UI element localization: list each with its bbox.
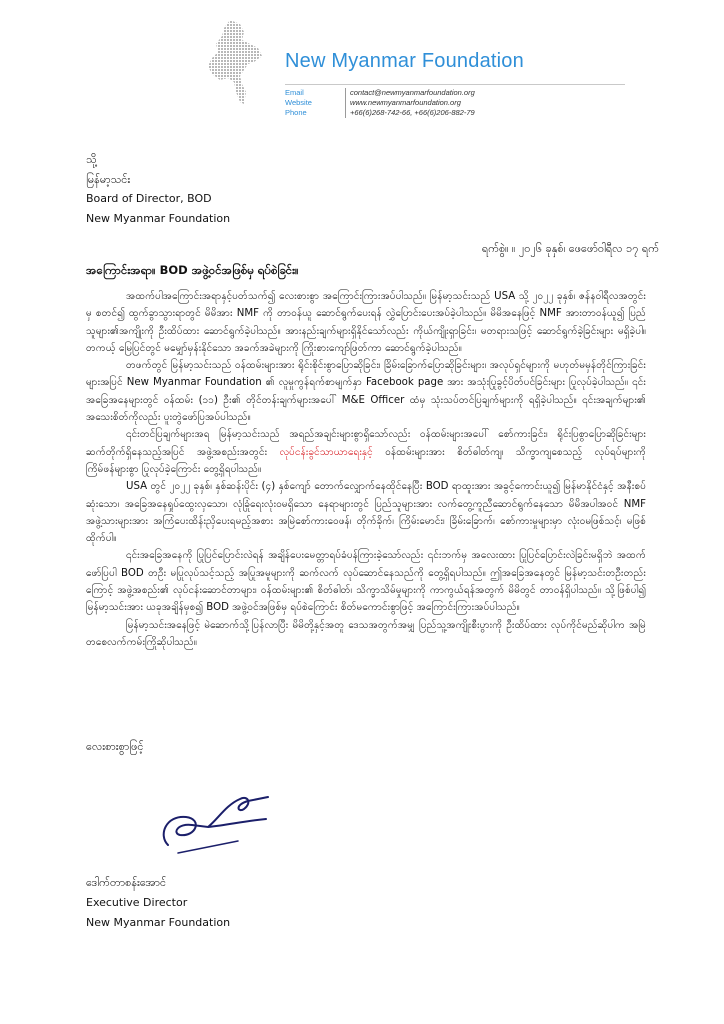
signer-org: New Myanmar Foundation (86, 916, 231, 929)
signer-title: Executive Director (86, 896, 188, 909)
contact-divider (345, 88, 346, 118)
paragraph-3 (86, 426, 646, 478)
signer-block (86, 873, 230, 933)
paragraph-3-after: ဝန်ထမ်းများအား စိတ်ဓါတ်ကျ၊ သိက္ခာကျစေသည့် လုပ်ရပ်များကို ကြိမ်ဖန်များစွာ ပြုလုပ်ခဲ့ကြောင်း တွေ့ရှိရပါသည်။ (86, 446, 646, 475)
letter-subject: အကြောင်းအရာ။ BOD အဖွဲ့ဝင်အဖြစ်မှ ရပ်စဲခြင်း။ (86, 263, 299, 277)
paragraph-6: မြန်မာ့သင်းအနေဖြင့် မဲဆောက်သို့ပြန်လာပြီး မိမိတို့နှင့်အတူ ဒေသအတွက်အမျှ ပြည်သူ့အကျိုးစီးပွားကို ဦးထိပ်ထား လုပ်ကိုင်မည်ဆိုပါက အမြဲတစေလက်ကမ်းကြိုဆိုပါသည်။ (86, 619, 646, 648)
highlighted-phrase: လုပ်ငန်းခွင်သာယာရေးနှင့် (279, 446, 373, 458)
paragraph-2: တဖက်တွင် မြန်မာ့သင်းသည် ဝန်ထမ်းများအား ရိုင်းစိုင်းစွာပြောဆိုခြင်း၊ ခြိမ်းခြောက်ပြောဆိုခြင်းများ၊ အလုပ်ရှင်များကို မဟုတ်မမှန်တိုင်ကြားခြင်းများအပြင် New Myanmar Foundation ၏ လူမှုကွန်ရက်စာမျက်နှာ Facebook page အား အသုံးပြုခွင့်ပိတ်ပင်ခြင်းများ ပြုလုပ်ခဲ့ပါသည်။ ၎င်းအခြေအနေများတွင် ဝန်ထမ်း (၁၁) ဦး၏ တိုင်တန်းချက်များအပေါ် M&E Officer ထံမှ သုံးသပ်တင်ပြချက်များကို ရရှိခဲ့ပါသည်။ ၎င်းအချက်များ၏ အသေးစိတ်ကိုလည်း ပူးတွဲဖော်ပြအပ်ပါသည်။ (86, 360, 646, 424)
email-label: Email (285, 88, 304, 97)
signature (148, 775, 298, 870)
myanmar-map-logo-icon (200, 18, 270, 108)
recipient-org: New Myanmar Foundation (86, 211, 231, 225)
recipient-to: သို့ (86, 153, 97, 166)
paragraph-5: ၎င်းအခြေအနေကို ပြုပြင်ပြောင်းလဲရန် အချိန်ပေးမေတ္တာရပ်ခံပန်ကြားခဲ့သော်လည်း ၎င်းဘက်မှ အလေးထား ပြုပြင်ပြောင်းလဲခြင်းမရှိဘဲ အထက်ဖော်ပြပါ BOD တဦး မပြုလုပ်သင့်သည့် အပြုအမူများကို ဆက်လက် လုပ်ဆောင်နေသည်ကို တွေ့ရှိရပါသည်။ ဤအခြေအနေတွင် မြန်မာ့သင်းတဦးတည်းကြောင့် အဖွဲ့အစည်း၏ လုပ်ငန်းဆောင်တာများ၊ ဝန်ထမ်းများ၏ စိတ်ဓါတ်၊ သိက္ခာသိမ်မှုများကို ကာကွယ်ရန်အတွက် မိမိတွင် တာဝန်ရှိပါသည်။ သို့ဖြစ်ပါ၍ မြန်မာ့သင်းအား ယခုအချိန်မှစ၍ BOD အဖွဲ့ဝင်အဖြစ်မှ ရပ်စဲကြောင်း စိတ်မကောင်းစွာဖြင့် အကြောင်းကြားအပ်ပါသည်။ (86, 550, 646, 614)
website-label: Website (285, 98, 312, 107)
closing: လေးစားစွာဖြင့် (86, 740, 144, 753)
recipient-name: မြန်မာ့သင်း (86, 172, 131, 186)
letterhead (0, 0, 724, 130)
signer-name: ဒေါက်တာစန်းအောင် (86, 876, 167, 889)
recipient-block (86, 150, 230, 228)
contact-labels (285, 88, 341, 118)
letter-date: ရက်စွဲ။ ။ ၂၀၂၆ ခုနှစ်၊ ဖေဖော်ဝါရီလ ၁၇ ရက် (481, 242, 659, 255)
org-name: New Myanmar Foundation (285, 50, 524, 72)
paragraph-4: USA တွင် ၂၀၂၂ ခုနှစ်၊ နှစ်ဆန်းပိုင်း (၄) နှစ်ကျော် တောက်လျှောက်နေထိုင်နေပြီး BOD ရာထူးအား အခွင့်ကောင်းယူ၍ မြန်မာနိုင်ငံနှင့် အနီးစပ်ဆုံးသော၊ အခြေအနေရှုပ်ထွေးလှသော၊ လုံခြုံရေးလုံးဝမရှိသော နေရာများတွင် ပြည်သူများအား လက်တွေ့ကူညီဆောင်ရွက်နေသော မိမိအပါအဝင် NMF အဖွဲ့သားများအား အကြံပေးထိန်းညှိပေးရမည့်အစား အမြဲစော်ကားဝေဖန်၊ တိုက်ခိုက်၊ ကြိမ်းမောင်း၊ ခြိမ်းခြောက်၊ စော်ကားမှုများမှာ လုံးဝမဖြစ်သင့်၊ မဖြစ်ထိုက်ပါ။ (86, 481, 646, 545)
phone-label: Phone (285, 108, 307, 117)
paragraph-3-before: ၎င်းတင်ပြချက်များအရ မြန်မာ့သင်းသည် အရည်အချင်းများစွာရှိသော်လည်း ဝန်ထမ်းများအပေါ် စော်ကားခြင်း၊ ရိုင်းပြစွာပြောဆိုခြင်းများ ဆက်တိုက်ရှိနေသည့်အပြင် အဖွဲ့အစည်းအတွင်း (86, 429, 646, 458)
paragraph-1: အထက်ပါအကြောင်းအရာနှင့်ပတ်သက်၍ လေးစားစွာ အကြောင်းကြားအပ်ပါသည်။ မြန်မာ့သင်းသည် USA သို့ ၂၀၂၂ ခုနှစ်၊ ဇန်နဝါရီလအတွင်းမှ စတင်၍ ထွက်ခွာသွားရာတွင် မိမိအား NMF ကို တာဝန်ယူ ဆောင်ရွက်ပေးရန် လွှဲပြောင်းပေးအပ်ခဲ့ပါသည်။ မိမိအနေဖြင့် NMF အားတာဝန်ယူ၍ ပြည်သူများ၏အကျိုးကို ဦးထိပ်ထား ဆောင်ရွက်ခဲ့ပါသည်။ အားနည်းချက်များရှိနိုင်သော်လည်း ကိုယ်ကျိုးရှာခြင်း၊ မတရားသဖြင့် ဆောင်ရွက်ခဲ့ခြင်းများ မရှိခဲ့ပါ။ တကယ့် မြေပြင်တွင် မမျှော်မှန်းနိုင်သော အခက်အခဲများကို ကြိုးစားကျော်ဖြတ်ကာ ဆောင်ရွက်ခဲ့ပါသည်။ (86, 291, 646, 354)
recipient-board: Board of Director, BOD (86, 192, 212, 205)
email-value[interactable]: contact@newmyanmarfoundation.org (350, 88, 475, 97)
contact-values (350, 88, 570, 118)
letter-body (86, 288, 646, 651)
phone-value: +66(6)268-742-66, +66(6)206-882-79 (350, 108, 475, 117)
header-divider (285, 84, 625, 85)
website-value[interactable]: www.newmyanmarfoundation.org (350, 98, 461, 107)
